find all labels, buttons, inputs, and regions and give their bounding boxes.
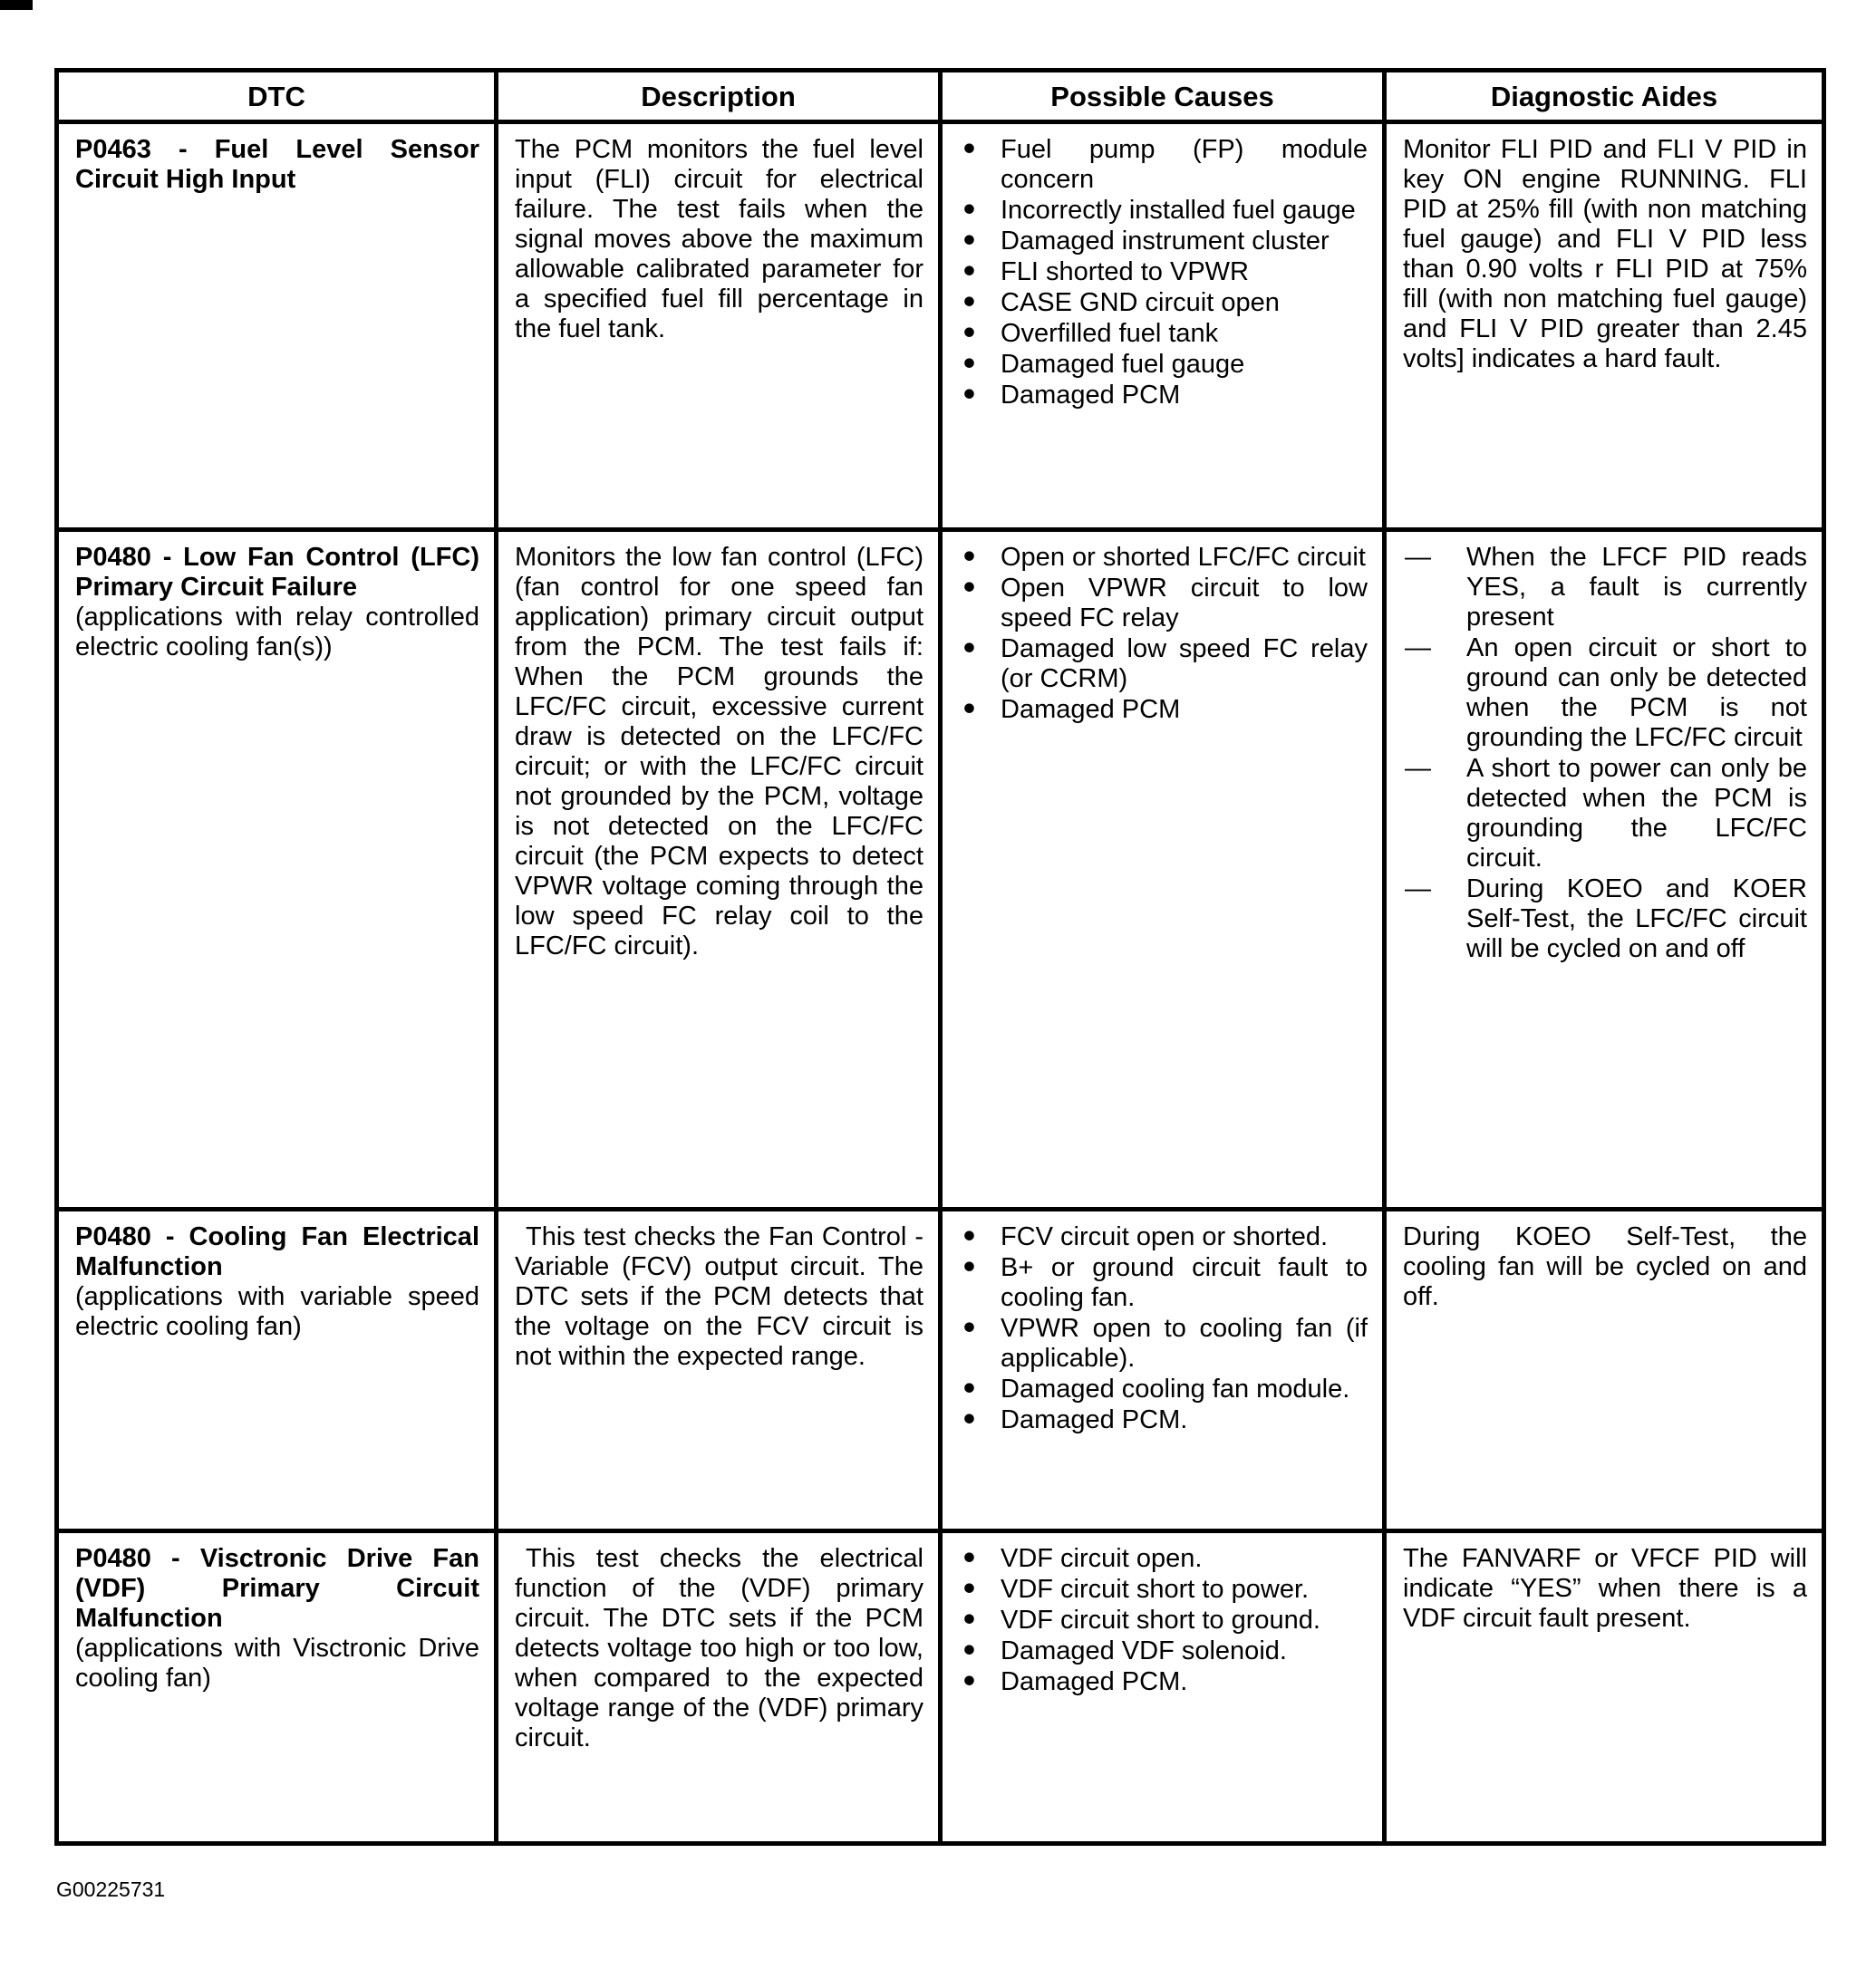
list-item: • Damaged PCM. xyxy=(959,1405,1368,1435)
dtc-code: P0480 - Cooling Fan Electrical Malfunction xyxy=(75,1222,479,1281)
figure-id: G00225731 xyxy=(56,1877,166,1901)
description-text: The PCM monitors the fuel level input (FLI) circuit for electrical failure. The test fails when the signal moves above the maximum allowable calibrated parameter for a specified fuel fill percentage in the fuel tank. xyxy=(515,135,923,343)
dtc-table xyxy=(54,68,1826,1846)
dtc-application-note: (applications with relay controlled electric cooling fan(s)) xyxy=(75,603,479,661)
causes-list xyxy=(959,1544,1368,1697)
dtc-code: P0463 - Fuel Level Sensor Circuit High Input xyxy=(75,135,479,194)
list-item: • CASE GND circuit open xyxy=(959,288,1368,318)
list-item: • Damaged PCM xyxy=(959,381,1368,410)
possible-causes-cell xyxy=(941,1210,1385,1531)
list-item: • FLI shorted to VPWR xyxy=(959,257,1368,287)
list-item: • Open or shorted LFC/FC circuit xyxy=(959,543,1368,573)
diagnostic-aides-cell xyxy=(1385,530,1824,1210)
dtc-cell xyxy=(57,530,497,1210)
diagnostic-aides-cell xyxy=(1385,1531,1824,1844)
dtc-cell xyxy=(57,1210,497,1531)
scan-artifact xyxy=(0,0,33,10)
list-item: • Damaged cooling fan module. xyxy=(959,1375,1368,1404)
causes-list xyxy=(959,135,1368,410)
col-header-possible-causes: Possible Causes xyxy=(941,71,1385,122)
list-item: • VPWR open to cooling fan (if applicable). xyxy=(959,1314,1368,1374)
list-item: • Overfilled fuel tank xyxy=(959,319,1368,349)
list-item: • Damaged fuel gauge xyxy=(959,350,1368,380)
header-row xyxy=(57,71,1824,122)
list-item: • VDF circuit short to ground. xyxy=(959,1606,1368,1636)
list-item: — A short to power can only be detected when the PCM is grounding the LFC/FC circuit. xyxy=(1403,754,1807,874)
col-header-dtc: DTC xyxy=(57,71,497,122)
table-body xyxy=(57,122,1824,1844)
list-item: — An open circuit or short to ground can only be detected when the PCM is not grounding the LFC/FC circuit xyxy=(1403,633,1807,753)
description-text: Monitors the low fan control (LFC) (fan control for one speed fan application) primary circuit output from the PCM. The test fails if: When the PCM grounds the LFC/FC circuit, excessive current draw is detected on the LFC/FC circuit; or with the LFC/FC circuit not grounded by the PCM, voltage is not detected on the LFC/FC circuit (the PCM expects to detect VPWR voltage coming through the low speed FC relay coil to the LFC/FC circuit). xyxy=(515,543,923,960)
list-item: • Fuel pump (FP) module concern xyxy=(959,135,1368,195)
dtc-code: P0480 - Visctronic Drive Fan (VDF) Primary Circuit Malfunction xyxy=(75,1544,479,1633)
table-row-p0463 xyxy=(57,122,1824,530)
aides-text: Monitor FLI PID and FLI V PID in key ON engine RUNNING. FLI PID at 25% fill (with non matching fuel gauge) and FLI V PID less than 0.90 volts r FLI PID at 75% fill (with non matching fuel gauge) and FLI V PID greater than 2.45 volts] indicates a hard fault. xyxy=(1403,135,1807,373)
possible-causes-cell xyxy=(941,122,1385,530)
possible-causes-cell xyxy=(941,1531,1385,1844)
causes-list xyxy=(959,543,1368,725)
list-item: • VDF circuit short to power. xyxy=(959,1575,1368,1605)
possible-causes-cell xyxy=(941,530,1385,1210)
col-header-description: Description xyxy=(497,71,941,122)
aides-text: The FANVARF or VFCF PID will indicate “YES” when there is a VDF circuit fault present. xyxy=(1403,1544,1807,1633)
diagnostic-aides-cell xyxy=(1385,122,1824,530)
dtc-application-note: (applications with Visctronic Drive cooling fan) xyxy=(75,1634,479,1693)
causes-list xyxy=(959,1222,1368,1435)
list-item: — When the LFCF PID reads YES, a fault is currently present xyxy=(1403,543,1807,632)
description-cell xyxy=(497,1531,941,1844)
list-item: • Damaged VDF solenoid. xyxy=(959,1636,1368,1666)
list-item: • Damaged PCM xyxy=(959,695,1368,725)
list-item: • B+ or ground circuit fault to cooling fan. xyxy=(959,1253,1368,1313)
diagnostic-aides-cell xyxy=(1385,1210,1824,1531)
list-item: • Damaged PCM. xyxy=(959,1667,1368,1697)
table-row-p0480-lfc xyxy=(57,530,1824,1210)
dtc-cell xyxy=(57,122,497,530)
col-header-diagnostic-aides: Diagnostic Aides xyxy=(1385,71,1824,122)
dtc-cell xyxy=(57,1531,497,1844)
list-item: • FCV circuit open or shorted. xyxy=(959,1222,1368,1252)
description-text: This test checks the electrical function of the (VDF) primary circuit. The DTC sets if the PCM detects voltage too high or too low, when compared to the expected voltage range of the (VDF) primary circuit. xyxy=(515,1544,923,1752)
list-item: • Damaged low speed FC relay (or CCRM) xyxy=(959,634,1368,694)
dtc-application-note: (applications with variable speed electric cooling fan) xyxy=(75,1282,479,1341)
aides-list xyxy=(1403,543,1807,964)
list-item: • Incorrectly installed fuel gauge xyxy=(959,196,1368,226)
list-item: • Open VPWR circuit to low speed FC relay xyxy=(959,574,1368,633)
table-row-p0480-vdf xyxy=(57,1531,1824,1844)
description-cell xyxy=(497,530,941,1210)
list-item: • VDF circuit open. xyxy=(959,1544,1368,1574)
aides-text: During KOEO Self-Test, the cooling fan will be cycled on and off. xyxy=(1403,1222,1807,1311)
list-item: • Damaged instrument cluster xyxy=(959,227,1368,256)
table-row-p0480-cooling-fan xyxy=(57,1210,1824,1531)
list-item: — During KOEO and KOER Self-Test, the LFC/FC circuit will be cycled on and off xyxy=(1403,874,1807,964)
table-header xyxy=(57,71,1824,122)
dtc-code: P0480 - Low Fan Control (LFC) Primary Circuit Failure xyxy=(75,543,479,602)
description-cell xyxy=(497,122,941,530)
description-text: This test checks the Fan Control - Variable (FCV) output circuit. The DTC sets if the PCM detects that the voltage on the FCV circuit is not within the expected range. xyxy=(515,1222,923,1371)
description-cell xyxy=(497,1210,941,1531)
